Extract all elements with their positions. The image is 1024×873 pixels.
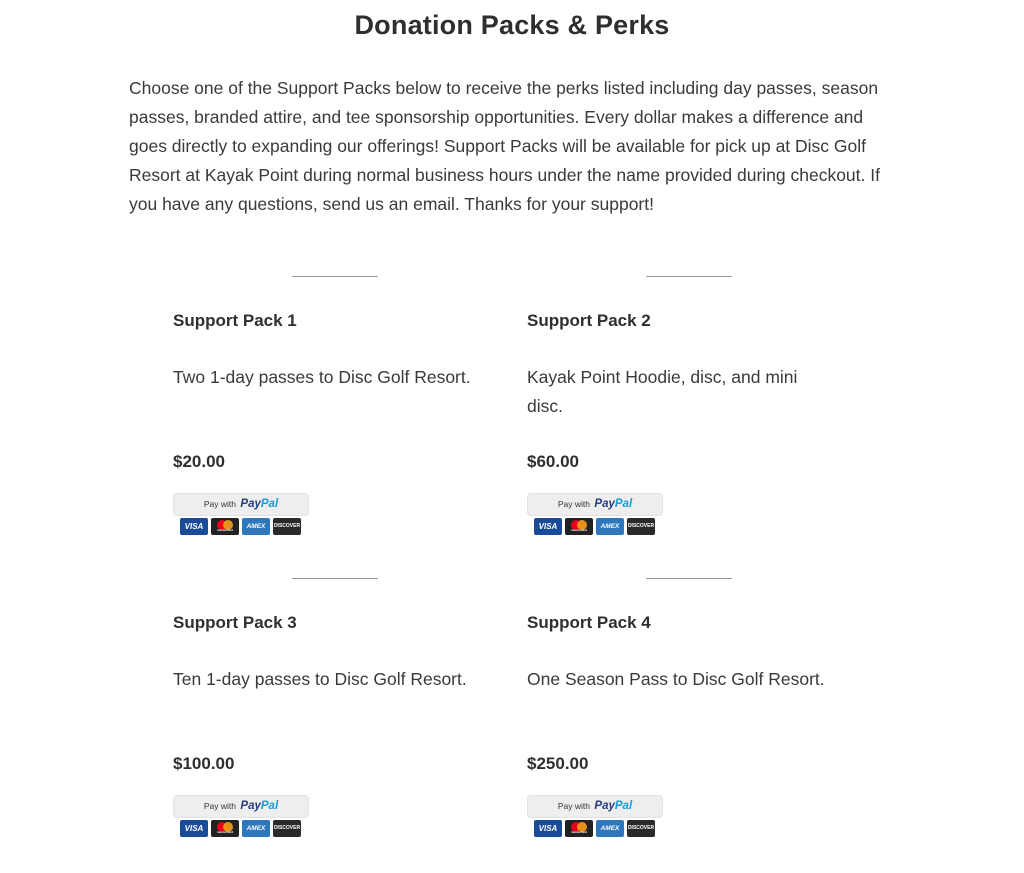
paypal-block [527,493,663,539]
discover-card-icon [627,820,655,837]
amex-card-icon: AMEX [242,820,270,837]
pack-divider [646,578,732,579]
pay-with-label: Pay with [203,499,236,509]
pay-with-paypal-button[interactable] [173,493,309,516]
paypal-logo-pal: Pal [614,800,633,812]
paypal-logo [240,498,278,510]
paypal-logo-pal: Pal [260,498,279,510]
paypal-logo-pal: Pal [260,800,279,812]
card-logos [180,820,304,838]
discover-card-icon [273,820,301,837]
paypal-block [527,795,663,841]
pack-title: Support Pack 1 [173,311,297,330]
discover-label: DISCOVER [273,825,301,831]
mastercard-icon [211,518,239,535]
pack-title: Support Pack 3 [173,613,297,632]
pack-title: Support Pack 2 [527,311,651,330]
discover-label: DISCOVER [273,523,301,529]
mastercard-label: mastercard [216,830,234,834]
pack-description: Ten 1-day passes to Disc Golf Resort. [173,669,467,689]
pack-description: Two 1-day passes to Disc Golf Resort. [173,367,471,387]
pack-price: $60.00 [527,452,579,471]
card-logos [534,518,658,536]
mastercard-label: mastercard [570,830,588,834]
pack-divider [292,276,378,277]
pack-price: $250.00 [527,754,589,773]
paypal-logo-pay: Pay [240,498,261,510]
paypal-logo-pay: Pay [594,498,615,510]
pack-description: Kayak Point Hoodie, disc, and mini disc. [527,367,798,416]
pay-with-paypal-button[interactable] [527,795,663,818]
discover-card-icon [627,518,655,535]
visa-card-icon: VISA [180,518,208,535]
paypal-logo-pay: Pay [594,800,615,812]
pack-price: $20.00 [173,452,225,471]
intro-paragraph: Choose one of the Support Packs below to receive the perks listed including day passes, season passes, branded attire, and tee sponsorship opportunities. Every dollar makes a difference and goes directly to expanding our offerings! Support Packs will be available for pick up at Disc Golf Resort at Kayak Point during normal business hours under the name provided during checkout. If you have any questions, send us an email. Thanks for your support! [129,78,880,214]
mastercard-label: mastercard [570,528,588,532]
pack-title: Support Pack 4 [527,613,651,632]
mastercard-label: mastercard [216,528,234,532]
pay-with-label: Pay with [557,801,590,811]
pay-with-paypal-button[interactable] [173,795,309,818]
mastercard-icon [565,518,593,535]
pay-with-label: Pay with [557,499,590,509]
card-logos [180,518,304,536]
mastercard-icon [565,820,593,837]
pay-with-paypal-button[interactable] [527,493,663,516]
paypal-logo [240,800,278,812]
paypal-logo-pay: Pay [240,800,261,812]
visa-card-icon: VISA [534,518,562,535]
paypal-block [173,493,309,539]
paypal-logo-pal: Pal [614,498,633,510]
discover-label: DISCOVER [627,523,655,529]
pack-description: One Season Pass to Disc Golf Resort. [527,669,825,689]
paypal-logo [594,498,632,510]
paypal-block [173,795,309,841]
pack-divider [646,276,732,277]
pay-with-label: Pay with [203,801,236,811]
amex-card-icon: AMEX [596,518,624,535]
pack-divider [292,578,378,579]
page-title: Donation Packs & Perks [354,10,670,40]
discover-label: DISCOVER [627,825,655,831]
visa-card-icon: VISA [534,820,562,837]
card-logos [534,820,658,838]
discover-card-icon [273,518,301,535]
amex-card-icon: AMEX [596,820,624,837]
pack-price: $100.00 [173,754,235,773]
paypal-logo [594,800,632,812]
amex-card-icon: AMEX [242,518,270,535]
visa-card-icon: VISA [180,820,208,837]
mastercard-icon [211,820,239,837]
